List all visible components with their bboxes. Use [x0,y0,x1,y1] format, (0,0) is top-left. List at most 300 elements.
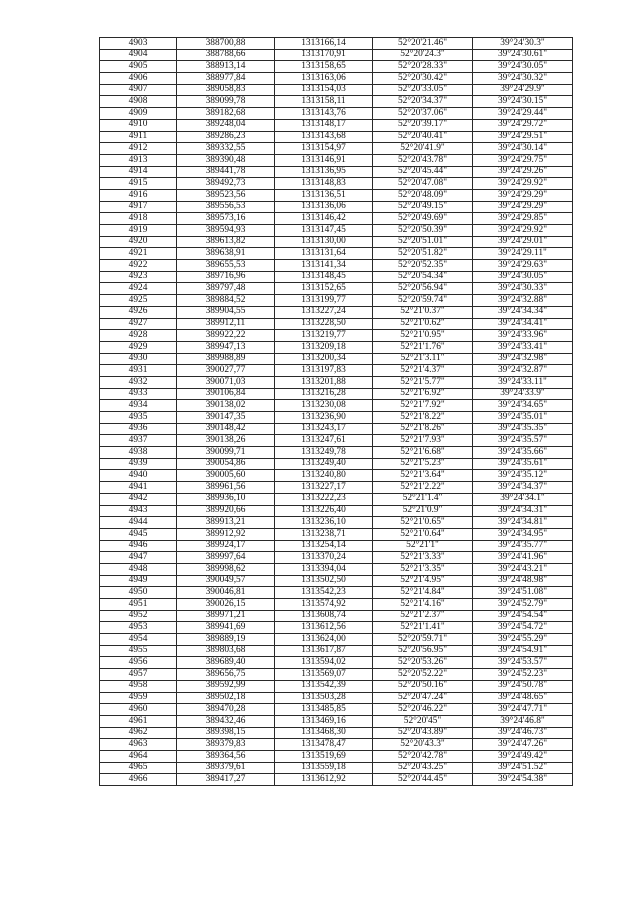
x-coordinate-cell: 390046,81 [177,587,275,599]
y-coordinate-cell: 1313146,42 [275,213,373,225]
y-coordinate-cell: 1313574,92 [275,599,373,611]
longitude-cell: 39°24'54.54" [473,610,573,622]
latitude-cell: 52°21'1.4" [373,493,473,505]
point-number-cell: 4951 [100,599,177,611]
table-row [100,341,573,353]
latitude-cell: 52°21'6.92" [373,388,473,400]
point-number-cell: 4942 [100,493,177,505]
latitude-cell: 52°20'50.16" [373,680,473,692]
x-coordinate-cell: 389398,15 [177,727,275,739]
table-row [100,143,573,155]
x-coordinate-cell: 389594,93 [177,225,275,237]
y-coordinate-cell: 1313197,83 [275,365,373,377]
x-coordinate-cell: 389417,27 [177,774,275,786]
longitude-cell: 39°24'30.05" [473,61,573,73]
longitude-cell: 39°24'33.11" [473,376,573,388]
longitude-cell: 39°24'54.38" [473,774,573,786]
x-coordinate-cell: 389441,78 [177,166,275,178]
table-row [100,388,573,400]
x-coordinate-cell: 390148,42 [177,423,275,435]
table-row [100,435,573,447]
y-coordinate-cell: 1313166,14 [275,38,373,50]
point-number-cell: 4944 [100,517,177,529]
x-coordinate-cell: 390049,57 [177,575,275,587]
point-number-cell: 4924 [100,283,177,295]
table-row [100,49,573,61]
x-coordinate-cell: 389803,68 [177,645,275,657]
table-row [100,178,573,190]
longitude-cell: 39°24'30.61" [473,49,573,61]
table-row [100,376,573,388]
latitude-cell: 52°20'56.94" [373,283,473,295]
y-coordinate-cell: 1313559,18 [275,762,373,774]
x-coordinate-cell: 389961,56 [177,482,275,494]
latitude-cell: 52°21'3.33" [373,552,473,564]
table-row [100,283,573,295]
y-coordinate-cell: 1313201,88 [275,376,373,388]
latitude-cell: 52°20'47.24" [373,692,473,704]
latitude-cell: 52°21'5.77" [373,376,473,388]
x-coordinate-cell: 389941,69 [177,622,275,634]
x-coordinate-cell: 390027,77 [177,365,275,377]
table-row [100,271,573,283]
table-row [100,680,573,692]
table-row [100,365,573,377]
table-row [100,774,573,786]
table-row [100,715,573,727]
y-coordinate-cell: 1313594,02 [275,657,373,669]
longitude-cell: 39°24'33.9" [473,388,573,400]
point-number-cell: 4943 [100,505,177,517]
longitude-cell: 39°24'30.05" [473,271,573,283]
point-number-cell: 4915 [100,178,177,190]
longitude-cell: 39°24'29.63" [473,260,573,272]
x-coordinate-cell: 389248,04 [177,119,275,131]
y-coordinate-cell: 1313158,11 [275,96,373,108]
longitude-cell: 39°24'52.79" [473,599,573,611]
latitude-cell: 52°20'43.25" [373,762,473,774]
table-row [100,575,573,587]
longitude-cell: 39°24'29.75" [473,154,573,166]
latitude-cell: 52°20'59.71" [373,634,473,646]
longitude-cell: 39°24'34.41" [473,318,573,330]
latitude-cell: 52°21'7.93" [373,435,473,447]
point-number-cell: 4933 [100,388,177,400]
x-coordinate-cell: 389286,23 [177,131,275,143]
point-number-cell: 4958 [100,680,177,692]
y-coordinate-cell: 1313502,50 [275,575,373,587]
x-coordinate-cell: 389971,21 [177,610,275,622]
y-coordinate-cell: 1313147,45 [275,225,373,237]
point-number-cell: 4927 [100,318,177,330]
x-coordinate-cell: 389379,83 [177,739,275,751]
longitude-cell: 39°24'50.78" [473,680,573,692]
longitude-cell: 39°24'43.21" [473,563,573,575]
y-coordinate-cell: 1313143,76 [275,108,373,120]
longitude-cell: 39°24'29.11" [473,248,573,260]
latitude-cell: 52°21'5.23" [373,458,473,470]
x-coordinate-cell: 390099,71 [177,447,275,459]
table-row [100,154,573,166]
y-coordinate-cell: 1313141,34 [275,260,373,272]
table-row [100,318,573,330]
table-row [100,96,573,108]
y-coordinate-cell: 1313226,40 [275,505,373,517]
point-number-cell: 4935 [100,412,177,424]
latitude-cell: 52°20'43.78" [373,154,473,166]
y-coordinate-cell: 1313152,65 [275,283,373,295]
point-number-cell: 4912 [100,143,177,155]
longitude-cell: 39°24'35.01" [473,412,573,424]
longitude-cell: 39°24'48.65" [473,692,573,704]
x-coordinate-cell: 389182,68 [177,108,275,120]
table-row [100,61,573,73]
table-row [100,528,573,540]
latitude-cell: 52°21'2.22" [373,482,473,494]
longitude-cell: 39°24'29.85" [473,213,573,225]
point-number-cell: 4959 [100,692,177,704]
point-number-cell: 4929 [100,341,177,353]
longitude-cell: 39°24'29.29" [473,189,573,201]
latitude-cell: 52°21'4.95" [373,575,473,587]
coordinates-table-body [100,38,573,786]
y-coordinate-cell: 1313394,04 [275,563,373,575]
longitude-cell: 39°24'46.8" [473,715,573,727]
table-row [100,73,573,85]
longitude-cell: 39°24'41.96" [473,552,573,564]
y-coordinate-cell: 1313519,69 [275,750,373,762]
point-number-cell: 4946 [100,540,177,552]
table-row [100,84,573,96]
latitude-cell: 52°20'51.82" [373,248,473,260]
longitude-cell: 39°24'30.3" [473,38,573,50]
longitude-cell: 39°24'35.61" [473,458,573,470]
y-coordinate-cell: 1313243,17 [275,423,373,435]
longitude-cell: 39°24'51.52" [473,762,573,774]
x-coordinate-cell: 389912,11 [177,318,275,330]
latitude-cell: 52°20'50.39" [373,225,473,237]
latitude-cell: 52°20'40.41" [373,131,473,143]
latitude-cell: 52°21'3.11" [373,353,473,365]
point-number-cell: 4963 [100,739,177,751]
point-number-cell: 4918 [100,213,177,225]
latitude-cell: 52°20'39.17" [373,119,473,131]
longitude-cell: 39°24'34.1" [473,493,573,505]
x-coordinate-cell: 389913,21 [177,517,275,529]
latitude-cell: 52°21'2.37" [373,610,473,622]
latitude-cell: 52°20'59.74" [373,295,473,307]
y-coordinate-cell: 1313608,74 [275,610,373,622]
point-number-cell: 4904 [100,49,177,61]
point-number-cell: 4911 [100,131,177,143]
x-coordinate-cell: 389432,46 [177,715,275,727]
y-coordinate-cell: 1313247,61 [275,435,373,447]
latitude-cell: 52°20'53.26" [373,657,473,669]
longitude-cell: 39°24'29.26" [473,166,573,178]
longitude-cell: 39°24'29.01" [473,236,573,248]
y-coordinate-cell: 1313222,23 [275,493,373,505]
point-number-cell: 4941 [100,482,177,494]
table-row [100,669,573,681]
y-coordinate-cell: 1313154,03 [275,84,373,96]
point-number-cell: 4906 [100,73,177,85]
latitude-cell: 52°20'47.08" [373,178,473,190]
table-row [100,330,573,342]
longitude-cell: 39°24'29.9" [473,84,573,96]
x-coordinate-cell: 389912,92 [177,528,275,540]
x-coordinate-cell: 389613,82 [177,236,275,248]
y-coordinate-cell: 1313485,85 [275,704,373,716]
longitude-cell: 39°24'46.73" [473,727,573,739]
latitude-cell: 52°21'0.9" [373,505,473,517]
x-coordinate-cell: 390106,84 [177,388,275,400]
longitude-cell: 39°24'32.88" [473,295,573,307]
longitude-cell: 39°24'47.26" [473,739,573,751]
x-coordinate-cell: 388788,66 [177,49,275,61]
longitude-cell: 39°24'30.15" [473,96,573,108]
latitude-cell: 52°21'4.84" [373,587,473,599]
x-coordinate-cell: 389573,16 [177,213,275,225]
point-number-cell: 4928 [100,330,177,342]
y-coordinate-cell: 1313136,95 [275,166,373,178]
y-coordinate-cell: 1313236,10 [275,517,373,529]
x-coordinate-cell: 390138,02 [177,400,275,412]
y-coordinate-cell: 1313136,06 [275,201,373,213]
table-row [100,482,573,494]
y-coordinate-cell: 1313163,06 [275,73,373,85]
longitude-cell: 39°24'52.23" [473,669,573,681]
latitude-cell: 52°21'0.65" [373,517,473,529]
table-row [100,750,573,762]
x-coordinate-cell: 389058,83 [177,84,275,96]
longitude-cell: 39°24'35.66" [473,447,573,459]
x-coordinate-cell: 388977,84 [177,73,275,85]
table-row [100,505,573,517]
y-coordinate-cell: 1313154,97 [275,143,373,155]
longitude-cell: 39°24'34.31" [473,505,573,517]
y-coordinate-cell: 1313617,87 [275,645,373,657]
x-coordinate-cell: 389492,73 [177,178,275,190]
latitude-cell: 52°20'43.89" [373,727,473,739]
longitude-cell: 39°24'54.91" [473,645,573,657]
x-coordinate-cell: 389920,66 [177,505,275,517]
table-row [100,108,573,120]
table-row [100,306,573,318]
longitude-cell: 39°24'34.95" [473,528,573,540]
table-row [100,295,573,307]
table-row [100,634,573,646]
point-number-cell: 4925 [100,295,177,307]
y-coordinate-cell: 1313624,00 [275,634,373,646]
x-coordinate-cell: 389716,96 [177,271,275,283]
latitude-cell: 52°20'49.15" [373,201,473,213]
latitude-cell: 52°20'52.35" [373,260,473,272]
x-coordinate-cell: 389936,10 [177,493,275,505]
table-row [100,610,573,622]
point-number-cell: 4949 [100,575,177,587]
y-coordinate-cell: 1313219,77 [275,330,373,342]
longitude-cell: 39°24'30.33" [473,283,573,295]
point-number-cell: 4965 [100,762,177,774]
y-coordinate-cell: 1313146,91 [275,154,373,166]
table-row [100,225,573,237]
y-coordinate-cell: 1313228,50 [275,318,373,330]
latitude-cell: 52°21'0.95" [373,330,473,342]
point-number-cell: 4905 [100,61,177,73]
point-number-cell: 4916 [100,189,177,201]
latitude-cell: 52°20'34.37" [373,96,473,108]
x-coordinate-cell: 390071,03 [177,376,275,388]
longitude-cell: 39°24'29.72" [473,119,573,131]
y-coordinate-cell: 1313542,23 [275,587,373,599]
latitude-cell: 52°21'6.68" [373,447,473,459]
x-coordinate-cell: 389884,52 [177,295,275,307]
point-number-cell: 4952 [100,610,177,622]
table-row [100,131,573,143]
latitude-cell: 52°20'48.09" [373,189,473,201]
y-coordinate-cell: 1313199,77 [275,295,373,307]
x-coordinate-cell: 389988,89 [177,353,275,365]
table-row [100,189,573,201]
x-coordinate-cell: 390147,35 [177,412,275,424]
longitude-cell: 39°24'34.37" [473,482,573,494]
table-row [100,727,573,739]
longitude-cell: 39°24'48.98" [473,575,573,587]
longitude-cell: 39°24'29.51" [473,131,573,143]
longitude-cell: 39°24'34.65" [473,400,573,412]
y-coordinate-cell: 1313612,92 [275,774,373,786]
longitude-cell: 39°24'29.92" [473,225,573,237]
table-row [100,119,573,131]
y-coordinate-cell: 1313216,28 [275,388,373,400]
x-coordinate-cell: 389689,40 [177,657,275,669]
y-coordinate-cell: 1313148,17 [275,119,373,131]
longitude-cell: 39°24'30.32" [473,73,573,85]
latitude-cell: 52°21'4.37" [373,365,473,377]
x-coordinate-cell: 389998,62 [177,563,275,575]
table-row [100,166,573,178]
longitude-cell: 39°24'34.34" [473,306,573,318]
x-coordinate-cell: 389390,48 [177,154,275,166]
y-coordinate-cell: 1313249,78 [275,447,373,459]
x-coordinate-cell: 390005,60 [177,470,275,482]
point-number-cell: 4940 [100,470,177,482]
point-number-cell: 4907 [100,84,177,96]
y-coordinate-cell: 1313542,39 [275,680,373,692]
x-coordinate-cell: 389655,53 [177,260,275,272]
table-row [100,493,573,505]
point-number-cell: 4950 [100,587,177,599]
y-coordinate-cell: 1313200,34 [275,353,373,365]
latitude-cell: 52°20'33.05" [373,84,473,96]
point-number-cell: 4919 [100,225,177,237]
table-row [100,458,573,470]
x-coordinate-cell: 389523,56 [177,189,275,201]
latitude-cell: 52°20'37.06" [373,108,473,120]
y-coordinate-cell: 1313249,40 [275,458,373,470]
x-coordinate-cell: 389922,22 [177,330,275,342]
latitude-cell: 52°21'7.92" [373,400,473,412]
table-row [100,38,573,50]
latitude-cell: 52°20'30.42" [373,73,473,85]
latitude-cell: 52°20'51.01" [373,236,473,248]
latitude-cell: 52°20'52.22" [373,669,473,681]
table-row [100,400,573,412]
point-number-cell: 4938 [100,447,177,459]
table-row [100,540,573,552]
point-number-cell: 4910 [100,119,177,131]
point-number-cell: 4957 [100,669,177,681]
point-number-cell: 4937 [100,435,177,447]
table-row [100,739,573,751]
point-number-cell: 4917 [100,201,177,213]
y-coordinate-cell: 1313370,24 [275,552,373,564]
y-coordinate-cell: 1313136,51 [275,189,373,201]
y-coordinate-cell: 1313148,45 [275,271,373,283]
longitude-cell: 39°24'35.35" [473,423,573,435]
latitude-cell: 52°21'0.64" [373,528,473,540]
x-coordinate-cell: 389364,56 [177,750,275,762]
latitude-cell: 52°20'44.45" [373,774,473,786]
table-row [100,517,573,529]
point-number-cell: 4948 [100,563,177,575]
latitude-cell: 52°21'8.22" [373,412,473,424]
x-coordinate-cell: 389797,48 [177,283,275,295]
latitude-cell: 52°21'4.16" [373,599,473,611]
latitude-cell: 52°21'3.64" [373,470,473,482]
table-row [100,236,573,248]
y-coordinate-cell: 1313254,14 [275,540,373,552]
y-coordinate-cell: 1313478,47 [275,739,373,751]
point-number-cell: 4920 [100,236,177,248]
point-number-cell: 4909 [100,108,177,120]
latitude-cell: 52°20'28.33" [373,61,473,73]
longitude-cell: 39°24'32.87" [473,365,573,377]
longitude-cell: 39°24'35.57" [473,435,573,447]
y-coordinate-cell: 1313503,28 [275,692,373,704]
x-coordinate-cell: 389379,61 [177,762,275,774]
table-row [100,552,573,564]
longitude-cell: 39°24'51.08" [473,587,573,599]
point-number-cell: 4936 [100,423,177,435]
point-number-cell: 4926 [100,306,177,318]
y-coordinate-cell: 1313569,07 [275,669,373,681]
longitude-cell: 39°24'49.42" [473,750,573,762]
point-number-cell: 4954 [100,634,177,646]
y-coordinate-cell: 1313170,91 [275,49,373,61]
table-row [100,622,573,634]
longitude-cell: 39°24'29.92" [473,178,573,190]
table-row [100,704,573,716]
latitude-cell: 52°20'49.69" [373,213,473,225]
longitude-cell: 39°24'33.41" [473,341,573,353]
latitude-cell: 52°20'45.44" [373,166,473,178]
x-coordinate-cell: 389997,64 [177,552,275,564]
table-row [100,213,573,225]
longitude-cell: 39°24'32.98" [473,353,573,365]
point-number-cell: 4931 [100,365,177,377]
longitude-cell: 39°24'30.14" [473,143,573,155]
x-coordinate-cell: 389638,91 [177,248,275,260]
y-coordinate-cell: 1313469,16 [275,715,373,727]
longitude-cell: 39°24'35.77" [473,540,573,552]
x-coordinate-cell: 389889,19 [177,634,275,646]
longitude-cell: 39°24'47.71" [473,704,573,716]
latitude-cell: 52°21'1" [373,540,473,552]
point-number-cell: 4932 [100,376,177,388]
point-number-cell: 4923 [100,271,177,283]
x-coordinate-cell: 389947,13 [177,341,275,353]
